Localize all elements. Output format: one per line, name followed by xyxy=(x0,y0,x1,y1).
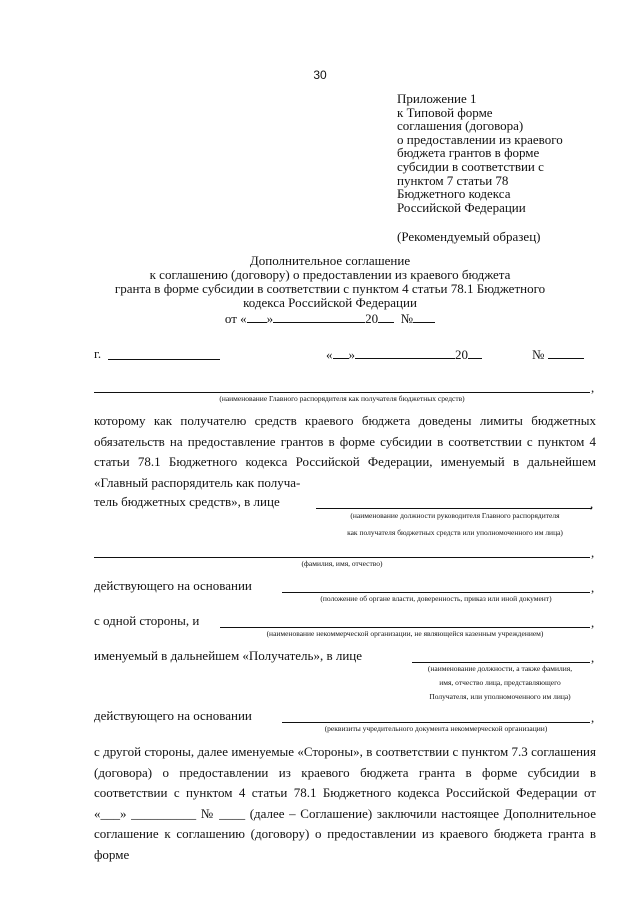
paragraph-intro-last: тель бюджетных средств», в лице xyxy=(94,494,280,509)
appendix-line: Российской Федерации xyxy=(397,199,526,215)
number-field: № xyxy=(532,346,584,363)
document-title xyxy=(60,254,600,326)
sample-label: (Рекомендуемый образец) xyxy=(397,229,541,244)
acting-basis-label-2: действующего на основании xyxy=(94,708,252,723)
place-date-row xyxy=(94,346,101,362)
comma: , xyxy=(591,380,595,395)
appendix-line: о предоставлении из краевого xyxy=(397,131,563,147)
paragraph-parties: с другой стороны, далее именуемые «Стороны», в соответствии с пунктом 7.3 соглашения (договора) о предоставлении из краевого бюджета гранта в форме субсидии в соответствии с пунктом 4 статьи 78.1 Бюджетного кодекса Российской Федерации от «___» __________ № ____ (далее – Соглашение) заключили настоящее Дополнительное соглашение к соглашению (договору) о предоставлении из краевого бюджета гранта в форме xyxy=(94,744,596,862)
recipient-label: именуемый в дальнейшем «Получатель», в лице xyxy=(94,648,363,663)
basis-field-1[interactable] xyxy=(282,592,590,593)
appendix-line: субсидии в соответствии с xyxy=(397,158,544,174)
caption-fio: (фамилия, имя, отчество) xyxy=(301,559,383,568)
comma: , xyxy=(591,650,595,665)
comma: , xyxy=(591,545,595,560)
title-line: к соглашению (договору) о предоставлении из краевого бюджета xyxy=(149,267,511,282)
caption-basis-2: (реквизиты учредительного документа некоммерческой организации) xyxy=(324,724,548,733)
appendix-line: к Типовой форме xyxy=(397,104,493,120)
appendix-block xyxy=(397,92,563,214)
appendix-line: Приложение 1 xyxy=(397,91,477,106)
caption-recipient-1: (наименование должности, а также фамилия, xyxy=(427,664,573,673)
caption-head-position-2: как получателя бюджетных средств или уполномоченного им лица) xyxy=(347,528,563,537)
appendix-line: соглашения (договора) xyxy=(397,118,524,134)
caption-recipient-3: Получателя, или уполномоченного им лица) xyxy=(429,692,571,701)
title-line: кодекса Российской Федерации xyxy=(243,295,417,310)
org-name-field[interactable] xyxy=(220,627,590,628)
main-manager-field[interactable] xyxy=(94,392,590,393)
title-date-line: от « » 20 № xyxy=(60,310,600,326)
acting-basis-label-1: действующего на основании xyxy=(94,578,252,593)
comma: , xyxy=(591,580,595,595)
comma: , xyxy=(590,496,594,511)
paragraph-intro: которому как получателю средств краевого бюджета доведены лимиты бюджетных обязательств на предоставление грантов в форме субсидии в соответствии с пунктом 4 статьи 78.1 Бюджетного кодекса Российской Федерации, именуемый в дальнейшем «Главный распорядитель как получа- xyxy=(94,413,596,490)
caption-org-name: (наименование некоммерческой организации, не являющейся казенным учреждением) xyxy=(266,629,544,638)
city-field[interactable] xyxy=(108,359,220,360)
page-number: 30 xyxy=(313,68,327,82)
appendix-line: Бюджетного кодекса xyxy=(397,186,511,202)
caption-basis-1: (положение об органе власти, доверенность, приказ или иной документ) xyxy=(320,594,552,603)
title-line: Дополнительное соглашение xyxy=(249,253,411,268)
comma: , xyxy=(591,615,595,630)
caption-recipient-2: имя, отчество лица, представляющего xyxy=(439,678,561,687)
head-position-field[interactable] xyxy=(316,508,592,509)
fio-field[interactable] xyxy=(94,557,590,558)
one-side-label: с одной стороны, и xyxy=(94,613,200,628)
comma: , xyxy=(591,710,595,725)
city-label: г. xyxy=(94,346,102,361)
recipient-field[interactable] xyxy=(412,662,590,663)
title-line: гранта в форме субсидии в соответствии с пунктом 4 статьи 78.1 Бюджетного xyxy=(114,281,546,296)
appendix-line: бюджета грантов в форме xyxy=(397,145,540,161)
caption-main-manager: (наименование Главного распорядителя как получателя бюджетных средств) xyxy=(219,394,465,403)
appendix-line: пунктом 7 статьи 78 xyxy=(397,172,509,188)
basis-field-2[interactable] xyxy=(282,722,590,723)
caption-head-position-1: (наименование должности руководителя Главного распорядителя xyxy=(350,511,560,520)
date-field: « » 20 xyxy=(326,346,482,363)
